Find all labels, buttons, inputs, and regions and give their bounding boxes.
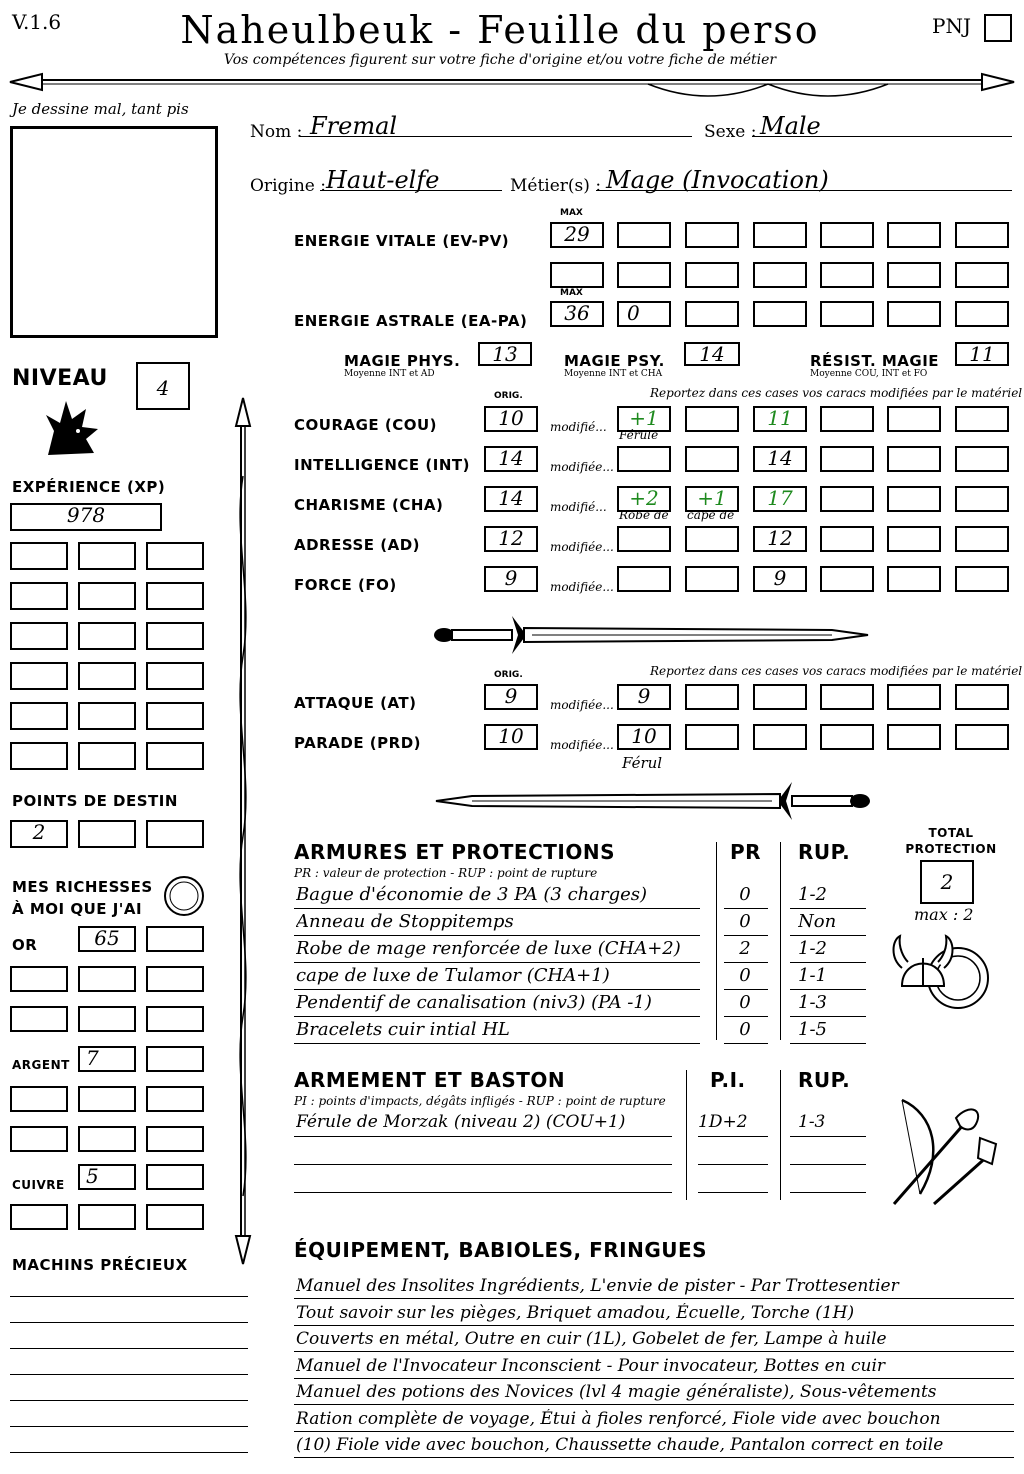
magic-phys-value: 13 — [492, 342, 518, 366]
magic-psy-note: Moyenne INT et CHA — [564, 369, 663, 379]
sword-icon — [432, 612, 872, 658]
armor-item-name[interactable]: cape de luxe de Tulamor (CHA+1) — [296, 965, 610, 986]
gold-cell[interactable] — [146, 1006, 204, 1032]
stat-modified-label: modifiée... — [550, 580, 614, 594]
magic-phys-box[interactable] — [478, 342, 532, 366]
stat-modified-cell[interactable] — [820, 526, 874, 552]
origin-line — [320, 190, 502, 191]
stat-orig-box[interactable] — [484, 446, 538, 472]
stat-modified-value: 12 — [767, 526, 793, 550]
stat-modified-value: +1 — [697, 486, 727, 510]
magic-resist-label: RÉSIST. MAGIE — [810, 352, 940, 370]
total-protection-box[interactable] — [920, 860, 974, 904]
armor-row-line — [724, 935, 768, 936]
portrait-frame[interactable] — [10, 126, 218, 338]
equipment-row-line — [294, 1431, 1014, 1432]
ea-cell[interactable] — [617, 301, 671, 327]
armor-row-line — [724, 1016, 768, 1017]
origin-label: Origine : — [250, 176, 326, 196]
combat-modified-cell[interactable] — [955, 724, 1009, 750]
combat-label: PARADE (PRD) — [294, 734, 422, 752]
stat-modifier-note: cape de — [687, 508, 735, 522]
armor-item-pr[interactable]: 0 — [739, 965, 751, 986]
armor-item-name[interactable]: Robe de mage renforcée de luxe (CHA+2) — [296, 938, 681, 959]
coin-icon — [162, 874, 206, 918]
copper-label: CUIVRE — [12, 1178, 65, 1192]
destiny-cell[interactable] — [10, 820, 68, 848]
ea-cell[interactable] — [820, 301, 874, 327]
equipment-line[interactable]: Manuel des Insolites Ingrédients, L'envie de pister - Par Trottesentier — [296, 1276, 899, 1296]
armor-row-line — [790, 989, 866, 990]
weapon-item-name[interactable]: Férule de Morzak (niveau 2) (COU+1) — [296, 1112, 626, 1132]
version-label: V.1.6 — [12, 10, 62, 34]
stat-orig-value: 12 — [498, 526, 524, 550]
stat-orig-value: 14 — [498, 446, 524, 470]
stat-modified-label: modifié... — [550, 420, 607, 434]
armor-row-line — [790, 1016, 866, 1017]
silver-cell[interactable] — [146, 1126, 204, 1152]
combat-modified-cell[interactable] — [617, 724, 671, 750]
armor-item-pr[interactable]: 2 — [739, 938, 751, 959]
weapon-row-line — [790, 1164, 866, 1165]
stat-modified-cell[interactable] — [887, 486, 941, 512]
stat-modified-value: +2 — [629, 486, 659, 510]
equipment-line[interactable]: Ration complète de voyage, Étui à fioles renforcé, Fiole vide avec bouchon — [296, 1408, 941, 1429]
ea-cell[interactable] — [753, 301, 807, 327]
sex-value[interactable]: Male — [760, 112, 821, 140]
magic-resist-note: Moyenne COU, INT et FO — [810, 369, 928, 379]
combat-modified-cell[interactable] — [820, 684, 874, 710]
stat-label: COURAGE (COU) — [294, 416, 438, 434]
xp-value: 978 — [66, 503, 106, 527]
gold-label: OR — [12, 936, 38, 954]
stat-orig-value: 14 — [498, 486, 524, 510]
armor-item-rup[interactable]: 1-3 — [798, 992, 827, 1013]
weapon-row-line — [698, 1136, 768, 1137]
armor-rup-header: RUP. — [798, 840, 851, 864]
stat-modified-cell[interactable] — [617, 566, 671, 592]
xp-box[interactable] — [10, 503, 162, 531]
armor-item-pr[interactable]: 0 — [739, 884, 751, 905]
weapons-pi-header: P.I. — [710, 1068, 746, 1092]
combat-modified-value: 9 — [637, 684, 651, 708]
stat-modified-cell[interactable] — [887, 446, 941, 472]
silver-value: 7 — [86, 1046, 99, 1070]
ea-cell[interactable] — [887, 301, 941, 327]
equipment-line[interactable]: Manuel de l'Invocateur Inconscient - Pour invocateur, Bottes en cuir — [296, 1355, 886, 1376]
equipment-row-line — [294, 1351, 1014, 1352]
ea-max-box[interactable] — [550, 301, 604, 327]
stat-modified-cell[interactable] — [955, 486, 1009, 512]
gold-cell[interactable] — [146, 966, 204, 992]
gold-cell[interactable] — [78, 1006, 136, 1032]
stat-modifier-note: Férule — [619, 428, 659, 442]
xp-cell[interactable] — [146, 662, 204, 690]
ea-cell[interactable] — [685, 301, 739, 327]
weapons-rup-header: RUP. — [798, 1068, 851, 1092]
ev-cell[interactable] — [820, 222, 874, 248]
xp-label: EXPÉRIENCE (XP) — [12, 478, 166, 496]
ev-cell[interactable] — [887, 222, 941, 248]
ev-cell[interactable] — [617, 262, 671, 288]
armor-item-pr[interactable]: 0 — [739, 911, 751, 932]
stat-modified-value: 9 — [773, 566, 787, 590]
stat-orig-box[interactable] — [484, 566, 538, 592]
ev-cell[interactable] — [955, 222, 1009, 248]
armor-row-line — [790, 1043, 866, 1044]
gold-value: 65 — [94, 926, 120, 950]
total-protection-label-2: PROTECTION — [905, 842, 997, 856]
equipment-line[interactable]: Manuel des potions des Novices (lvl 4 magie généraliste), Sous-vêtements — [296, 1382, 937, 1402]
ev-cell[interactable] — [685, 222, 739, 248]
combat-modified-cell[interactable] — [753, 684, 807, 710]
name-line — [300, 136, 692, 137]
ev-label: ENERGIE VITALE (EV-PV) — [294, 232, 510, 250]
armor-item-name[interactable]: Anneau de Stoppitemps — [296, 911, 514, 932]
ev-cell[interactable] — [753, 262, 807, 288]
armor-note: PR : valeur de protection - RUP : point de rupture — [294, 866, 598, 880]
dragon-icon — [40, 395, 104, 463]
sheet-title: Naheulbeuk - Feuille du perso — [180, 8, 820, 52]
armor-item-pr[interactable]: 0 — [739, 992, 751, 1013]
equipment-row-line — [294, 1378, 1014, 1379]
stat-modified-cell[interactable] — [820, 406, 874, 432]
ea-max-label: MAX — [560, 288, 583, 298]
armor-row-line — [724, 908, 768, 909]
combat-modified-value: 10 — [631, 724, 657, 748]
armor-item-name[interactable]: Pendentif de canalisation (niv3) (PA -1) — [296, 992, 652, 1013]
xp-cell[interactable] — [146, 742, 204, 770]
portrait-caption: Je dessine mal, tant pis — [12, 100, 189, 118]
weapon-row-line — [790, 1192, 866, 1193]
xp-cell[interactable] — [78, 542, 136, 570]
stat-modified-value: 11 — [767, 406, 793, 430]
xp-cell[interactable] — [10, 702, 68, 730]
sheet-subtitle: Vos compétences figurent sur votre fiche d'origine et/ou votre fiche de métier — [223, 52, 777, 68]
stat-orig-value: 10 — [498, 406, 524, 430]
magic-resist-value: 11 — [969, 342, 995, 366]
ev-cell[interactable] — [820, 262, 874, 288]
stat-modified-cell[interactable] — [955, 406, 1009, 432]
equipment-row-line — [294, 1404, 1014, 1405]
armor-item-name[interactable]: Bracelets cuir intial HL — [296, 1019, 510, 1040]
ev-cell[interactable] — [550, 262, 604, 288]
combat-orig-value: 9 — [504, 684, 518, 708]
equipment-title: ÉQUIPEMENT, BABIOLES, FRINGUES — [294, 1238, 708, 1262]
silver-cell[interactable] — [10, 1086, 68, 1112]
ev-max-label: MAX — [560, 208, 583, 218]
job-value[interactable]: Mage (Invocation) — [606, 166, 829, 194]
stat-modified-cell[interactable] — [685, 406, 739, 432]
armor-item-rup[interactable]: Non — [798, 911, 837, 932]
combat-modified-cell[interactable] — [887, 684, 941, 710]
stat-label: ADRESSE (AD) — [294, 536, 421, 554]
stat-orig-box[interactable] — [484, 486, 538, 512]
pnj-checkbox[interactable] — [984, 14, 1012, 42]
stat-modified-cell[interactable] — [685, 446, 739, 472]
destiny-cell[interactable] — [78, 820, 136, 848]
stat-modified-cell[interactable] — [753, 446, 807, 472]
stat-modified-cell[interactable] — [753, 486, 807, 512]
equipment-line[interactable]: (10) Fiole vide avec bouchon, Chaussette chaude, Pantalon correct en toile — [296, 1435, 944, 1455]
weapon-row-line — [294, 1136, 672, 1137]
ea-cell[interactable] — [955, 301, 1009, 327]
ea-label: ENERGIE ASTRALE (EA-PA) — [294, 312, 528, 330]
armor-item-name[interactable]: Bague d'économie de 3 PA (3 charges) — [296, 884, 648, 905]
weapon-row-line — [698, 1192, 768, 1193]
xp-cell[interactable] — [10, 662, 68, 690]
xp-cell[interactable] — [10, 542, 68, 570]
combat-orig-value: 10 — [498, 724, 524, 748]
combat-label: ATTAQUE (AT) — [294, 694, 417, 712]
xp-cell[interactable] — [146, 582, 204, 610]
copper-cell[interactable] — [78, 1164, 136, 1190]
silver-cell[interactable] — [146, 1086, 204, 1112]
orig-label: ORIG. — [494, 391, 523, 401]
xp-cell[interactable] — [78, 622, 136, 650]
armor-row-line — [294, 962, 700, 963]
armor-row-line — [294, 989, 700, 990]
stat-modified-cell[interactable] — [955, 446, 1009, 472]
precious-line[interactable] — [10, 1374, 248, 1375]
armor-divider — [716, 842, 717, 1040]
ev-max-box[interactable] — [550, 222, 604, 248]
armor-item-rup[interactable]: 1-1 — [798, 965, 827, 986]
gold-cell[interactable] — [78, 926, 136, 952]
helmet-shield-icon — [888, 928, 992, 1024]
copper-cell[interactable] — [10, 1204, 68, 1230]
stat-modified-cell[interactable] — [753, 406, 807, 432]
weapon-item-rup[interactable]: 1-3 — [798, 1112, 826, 1132]
sex-label: Sexe : — [704, 122, 757, 142]
job-line — [596, 190, 1012, 191]
xp-cell[interactable] — [78, 702, 136, 730]
job-label: Métier(s) : — [510, 176, 602, 196]
sword-icon — [432, 778, 872, 824]
orig-label-combat: ORIG. — [494, 670, 523, 680]
combat-modified-cell[interactable] — [820, 724, 874, 750]
ev-cell[interactable] — [955, 262, 1009, 288]
weapons-divider — [780, 1070, 781, 1200]
destiny-label: POINTS DE DESTIN — [12, 792, 178, 810]
crossed-weapons-icon — [884, 1094, 1000, 1218]
precious-line[interactable] — [10, 1348, 248, 1349]
combat-modified-cell[interactable] — [685, 684, 739, 710]
armor-item-rup[interactable]: 1-2 — [798, 938, 827, 959]
magic-psy-value: 14 — [699, 342, 725, 366]
stat-modified-label: modifiée... — [550, 460, 614, 474]
silver-cell[interactable] — [146, 1046, 204, 1072]
armor-item-pr[interactable]: 0 — [739, 1019, 751, 1040]
stat-orig-value: 9 — [504, 566, 518, 590]
stat-modified-cell[interactable] — [955, 526, 1009, 552]
level-value: 4 — [156, 376, 170, 400]
armor-row-line — [294, 935, 700, 936]
stat-label: FORCE (FO) — [294, 576, 397, 594]
combat-modified-cell[interactable] — [887, 724, 941, 750]
xp-cell[interactable] — [10, 622, 68, 650]
stat-modified-cell[interactable] — [955, 566, 1009, 592]
precious-line[interactable] — [10, 1296, 248, 1297]
xp-cell[interactable] — [146, 702, 204, 730]
armor-item-rup[interactable]: 1-2 — [798, 884, 827, 905]
report-note: Reportez dans ces cases vos caracs modifiées par le matériel — [650, 386, 1023, 400]
name-label: Nom : — [250, 122, 303, 142]
stat-modified-value: +1 — [629, 406, 659, 430]
weapon-row-line — [294, 1164, 672, 1165]
silver-cell[interactable] — [10, 1126, 68, 1152]
armor-divider — [780, 842, 781, 1040]
xp-cell[interactable] — [78, 742, 136, 770]
armor-row-line — [724, 962, 768, 963]
armor-item-rup[interactable]: 1-5 — [798, 1019, 827, 1040]
combat-modified-cell[interactable] — [617, 684, 671, 710]
stat-modified-cell[interactable] — [820, 566, 874, 592]
combat-modified-cell[interactable] — [955, 684, 1009, 710]
stat-modified-cell[interactable] — [887, 526, 941, 552]
armor-title: ARMURES ET PROTECTIONS — [294, 840, 615, 864]
silver-cell[interactable] — [78, 1126, 136, 1152]
gold-cell[interactable] — [78, 966, 136, 992]
stat-modified-cell[interactable] — [617, 526, 671, 552]
report-note-combat: Reportez dans ces cases vos caracs modifiées par le matériel — [650, 664, 1023, 678]
armor-row-line — [790, 908, 866, 909]
silver-label: ARGENT — [12, 1058, 70, 1072]
destiny-cell[interactable] — [146, 820, 204, 848]
equipment-line[interactable]: Couverts en métal, Outre en cuir (1L), Gobelet de fer, Lampe à huile — [296, 1329, 887, 1349]
armor-row-line — [294, 1043, 700, 1044]
ev-cell[interactable] — [887, 262, 941, 288]
weapon-row-line — [698, 1164, 768, 1165]
vertical-spear-icon — [228, 396, 258, 1266]
stat-modified-value: 17 — [767, 486, 793, 510]
stat-label: INTELLIGENCE (INT) — [294, 456, 470, 474]
combat-modified-label: modifiée... — [550, 738, 614, 752]
sex-line — [752, 136, 1012, 137]
equipment-row-line — [294, 1298, 1014, 1299]
stat-modified-label: modifié... — [550, 500, 607, 514]
combat-modifier-note: Férul — [622, 754, 663, 772]
wealth-label-2: À MOI QUE J'AI — [12, 900, 143, 918]
weapon-row-line — [790, 1136, 866, 1137]
magic-phys-note: Moyenne INT et AD — [344, 369, 435, 379]
combat-modified-cell[interactable] — [753, 724, 807, 750]
stat-modified-cell[interactable] — [685, 566, 739, 592]
magic-resist-box[interactable] — [955, 342, 1009, 366]
copper-cell[interactable] — [78, 1204, 136, 1230]
armor-row-line — [294, 908, 700, 909]
xp-cell[interactable] — [78, 662, 136, 690]
level-label: NIVEAU — [12, 366, 108, 391]
equipment-row-line — [294, 1325, 1014, 1326]
stat-orig-box[interactable] — [484, 406, 538, 432]
ea-max-value: 36 — [564, 301, 590, 325]
armor-row-line — [724, 1043, 768, 1044]
pnj-label: PNJ — [932, 14, 971, 38]
stat-modified-cell[interactable] — [887, 406, 941, 432]
stat-modified-cell[interactable] — [617, 446, 671, 472]
combat-modified-cell[interactable] — [685, 724, 739, 750]
total-protection-label-1: TOTAL — [928, 826, 974, 840]
precious-line[interactable] — [10, 1452, 248, 1453]
stat-modified-label: modifiée... — [550, 540, 614, 554]
ev-cell[interactable] — [617, 222, 671, 248]
armor-row-line — [790, 962, 866, 963]
combat-orig-box[interactable] — [484, 724, 538, 750]
precious-line[interactable] — [10, 1426, 248, 1427]
origin-value[interactable]: Haut-elfe — [326, 166, 440, 194]
xp-cell[interactable] — [146, 542, 204, 570]
combat-modified-label: modifiée... — [550, 698, 614, 712]
copper-cell[interactable] — [146, 1164, 204, 1190]
stat-orig-box[interactable] — [484, 526, 538, 552]
stat-modified-cell[interactable] — [887, 566, 941, 592]
equipment-line[interactable]: Tout savoir sur les pièges, Briquet amadou, Écuelle, Torche (1H) — [296, 1302, 855, 1323]
ev-cell[interactable] — [685, 262, 739, 288]
stat-modified-cell[interactable] — [820, 446, 874, 472]
xp-cell[interactable] — [146, 622, 204, 650]
precious-label: MACHINS PRÉCIEUX — [12, 1256, 188, 1274]
weapons-note: PI : points d'impacts, dégâts infligés - RUP : point de rupture — [294, 1094, 666, 1108]
ev-cell[interactable] — [753, 222, 807, 248]
copper-value: 5 — [86, 1164, 99, 1188]
weapons-title: ARMEMENT ET BASTON — [294, 1068, 566, 1092]
silver-cell[interactable] — [78, 1086, 136, 1112]
gold-cell[interactable] — [10, 966, 68, 992]
stat-label: CHARISME (CHA) — [294, 496, 444, 514]
stat-modified-cell[interactable] — [685, 526, 739, 552]
magic-psy-box[interactable] — [684, 342, 740, 366]
weapon-item-pi[interactable]: 1D+2 — [698, 1112, 748, 1132]
total-protection-value: 2 — [940, 870, 954, 894]
stat-modified-cell[interactable] — [753, 566, 807, 592]
name-value[interactable]: Fremal — [310, 112, 398, 140]
precious-line[interactable] — [10, 1322, 248, 1323]
spear-divider-icon — [8, 66, 1016, 102]
armor-row-line — [790, 935, 866, 936]
weapon-row-line — [294, 1192, 672, 1193]
wealth-label-1: MES RICHESSES — [12, 878, 153, 896]
total-protection-max: max : 2 — [914, 905, 974, 924]
ev-max-value: 29 — [564, 222, 590, 246]
ea-current-value: 0 — [627, 301, 640, 325]
armor-row-line — [294, 1016, 700, 1017]
magic-psy-label: MAGIE PSY. — [564, 352, 665, 370]
weapons-divider — [686, 1070, 687, 1200]
xp-cell[interactable] — [10, 742, 68, 770]
level-box[interactable] — [136, 362, 190, 410]
armor-row-line — [724, 989, 768, 990]
gold-cell[interactable] — [10, 1006, 68, 1032]
xp-cell[interactable] — [10, 582, 68, 610]
xp-cell[interactable] — [78, 582, 136, 610]
stat-modifier-note: Robe de — [619, 508, 669, 522]
stat-modified-value: 14 — [767, 446, 793, 470]
combat-orig-box[interactable] — [484, 684, 538, 710]
armor-pr-header: PR — [730, 840, 762, 864]
copper-cell[interactable] — [146, 1204, 204, 1230]
stat-modified-cell[interactable] — [820, 486, 874, 512]
magic-phys-label: MAGIE PHYS. — [344, 352, 461, 370]
gold-cell[interactable] — [146, 926, 204, 952]
equipment-row-line — [294, 1457, 1014, 1458]
precious-line[interactable] — [10, 1400, 248, 1401]
destiny-value: 2 — [32, 820, 46, 844]
silver-cell[interactable] — [78, 1046, 136, 1072]
stat-modified-cell[interactable] — [753, 526, 807, 552]
